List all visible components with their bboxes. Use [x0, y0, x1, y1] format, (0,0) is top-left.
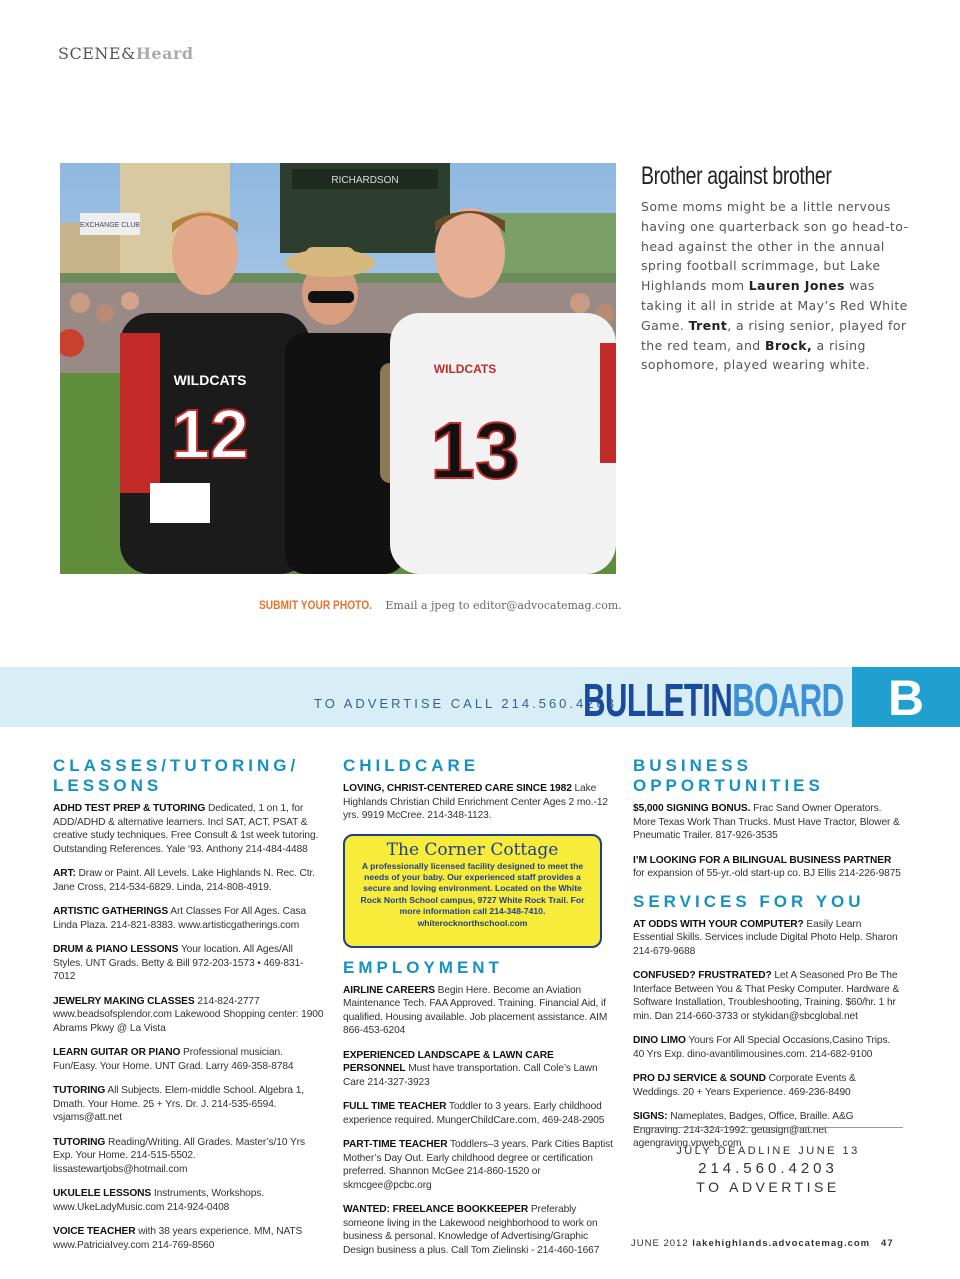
ad-text: Professional musician. Fun/Easy. Your Home. UNT Grad. Larry 469-358-8784 [53, 1047, 294, 1072]
ad-title: VOICE TEACHER [53, 1226, 136, 1237]
story-name: Trent [688, 317, 728, 333]
classified-ad [633, 854, 903, 881]
corner-cottage-ad [343, 834, 602, 948]
story-text: a rising sophomore, played wearing white. [641, 337, 871, 373]
ad-text: Toddlers–3 years. Park Cities Baptist Mother’s Day Out. Early childhood degree or certification preferred. Shannon McGee 214-860-1520 or skmcgee@pcbc.org [343, 1139, 613, 1191]
classified-ad [53, 1225, 325, 1252]
ad-text: Nameplates, Badges, Office, Braille. A&G Engraving. 214-324-1992. getasign@att.net agengraving.vpweb.com [633, 1111, 854, 1149]
ad-text: All Subjects. Elem-middle School. Algebra 1, Dmath. Your Home. 25 + Yrs. Dr. J. 214-535-6594. vsjams@att.net [53, 1085, 305, 1123]
ad-text: Preferably someone living in the Lakewood neighborhood to work on business & personal. Knowledge of Advertising/Graphic Design business a plus. Call Tom Zielinski - 214-460-1667 [343, 1204, 600, 1256]
ad-list [633, 802, 903, 881]
cottage-body: A professionally licensed facility designed to meet the needs of your baby. Our experienced staff provides a secure and loving environment. Located on the White Rock North School campus, 9727 White Rock Trail. For more information call 214-348-7410. whiterocknorthschool.com [360, 860, 585, 928]
ad-title: ART: [53, 868, 76, 879]
footer-date: JUNE 2012 [631, 1238, 693, 1249]
ad-title: $5,000 SIGNING BONUS. [633, 803, 751, 814]
ad-title: PRO DJ SERVICE & SOUND [633, 1073, 766, 1084]
category-heading: CLASSES/TUTORING/ LESSONS [53, 756, 300, 795]
ad-title: PART-TIME TEACHER [343, 1139, 448, 1150]
page-number: 47 [870, 1238, 894, 1249]
scoreboard-text: RICHARDSON [331, 175, 399, 186]
classified-ad [633, 802, 903, 843]
page-footer [631, 1238, 894, 1249]
ad-text: Reading/Writing. All Grades. Master’s/10 Yrs Exp. Your Home. 214-515-5502. lissastewartjobs@hotmail.com [53, 1136, 305, 1175]
category-heading: CHILDCARE [343, 756, 480, 775]
bulletin-board-title [583, 673, 844, 727]
column-business-services [633, 756, 903, 1162]
ad-text: Corporate Events & Weddings. 20 + Years Experience. 469-236-8490 [633, 1073, 856, 1098]
category-heading: EMPLOYMENT [343, 957, 503, 977]
classified-ad [343, 1138, 613, 1192]
classified-ad [53, 905, 325, 932]
ad-title: FULL TIME TEACHER [343, 1101, 447, 1112]
cottage-title: The Corner Cottage [386, 839, 559, 860]
category-heading: SERVICES FOR YOU [633, 891, 865, 911]
feature-photo [60, 163, 616, 574]
classified-ad [633, 1034, 903, 1061]
ad-title: TUTORING [53, 1085, 106, 1096]
story-title: Brother against brother [641, 162, 832, 190]
ad-title: WANTED: FREELANCE BOOKKEEPER [343, 1204, 529, 1215]
ad-title: ARTISTIC GATHERINGS [53, 906, 169, 917]
classified-ad [53, 995, 325, 1036]
story-text: Some moms might be a little nervous having one quarterback son go head-to-head against the other in the annual spring football scrimmage, but Lake Highlands mom [641, 199, 909, 294]
ad-text: Art Classes For All Ages. Casa Linda Plaza. 214-821-8383. www.artisticgatherings.com [53, 906, 306, 931]
ad-text: Lake Highlands Christian Child Enrichment Center Ages 2 mo.-12 yrs. 9919 McCree. 214-348-1123. [343, 783, 608, 821]
ad-title: UKULELE LESSONS [53, 1188, 152, 1199]
bulletin-word: BULLETIN [583, 674, 733, 726]
classified-ad [53, 1084, 325, 1125]
deadline-line: JULY DEADLINE JUNE 13 [676, 1145, 860, 1157]
ad-text: with 38 years experience. MM, NATS www.PatriciaIvey.com 214-769-8560 [53, 1226, 303, 1251]
classified-ad [343, 1049, 613, 1090]
classified-ad [633, 1072, 903, 1099]
section-tag-scene: SCENE& [58, 44, 136, 63]
section-tag-heard: Heard [135, 44, 194, 63]
story-name: Brock, [765, 337, 813, 353]
jersey-left-text: WILDCATS [173, 372, 247, 388]
submit-photo-label: SUBMIT YOUR PHOTO. [259, 598, 372, 612]
ad-title: CONFUSED? FRUSTRATED? [633, 970, 772, 981]
ad-text: Easily Learn Essential Skills. Services include Digital Photo Help. Sharon 214-679-9688 [633, 918, 898, 957]
ad-title: SIGNS: [633, 1111, 668, 1122]
story [641, 162, 911, 375]
ad-text: for expansion of 55-yr.-old start-up co. BJ Ellis 214-226-9875 [633, 868, 901, 879]
ad-title: JEWELRY MAKING CLASSES [53, 995, 195, 1007]
classified-ad [53, 802, 325, 856]
ad-text: Begin Here. Become an Aviation Maintenance Tech. FAA Approved. Training. Financial Aid, if qualified. Housing available. Job placement assistance. AIM 866-453-6204 [343, 984, 608, 1036]
classified-ad [633, 918, 903, 959]
story-name: Lauren Jones [748, 278, 845, 294]
classified-ad [53, 1046, 325, 1073]
board-word: BOARD [732, 674, 844, 726]
submit-photo-email[interactable]: Email a jpeg to editor@advocatemag.com. [381, 599, 622, 612]
classified-ad [343, 782, 613, 823]
section-tag [58, 44, 194, 63]
ad-title: DINO LIMO [633, 1035, 686, 1046]
ad-text: Yours For All Special Occasions,Casino Trips. 40 Yrs Exp. dino-avantilimousines.com. 214-682-9100 [633, 1035, 891, 1060]
ad-list [343, 984, 613, 1258]
ad-text: 214-824-2777 www.beadsofsplendor.com Lakewood Shopping center: 1900 Abrams Pkwy @ La Vista [53, 995, 324, 1034]
ad-title: TUTORING [53, 1136, 106, 1148]
classified-ad [53, 943, 325, 984]
ad-text: Your location. All Ages/All Styles. UNT Grads. Betty & Bill 972-203-1573 • 469-831-7012 [53, 944, 304, 982]
advertise-call: TO ADVERTISE CALL 214.560.4203 [314, 696, 617, 711]
ad-text: Must have transportation. Call Cole’s Lawn Care 214-327-3923 [343, 1063, 598, 1088]
classified-ad [53, 867, 325, 894]
deadline-box [633, 1127, 903, 1195]
section-letter-badge: B [852, 667, 960, 727]
jersey-right-number: 13 [430, 406, 520, 495]
ad-title: AT ODDS WITH YOUR COMPUTER? [633, 918, 804, 930]
ad-title: I’M LOOKING FOR A BILINGUAL BUSINESS PARTNER [633, 854, 892, 866]
ad-list [343, 782, 613, 823]
ad-list [633, 918, 903, 1151]
ad-title: ADHD TEST PREP & TUTORING [53, 803, 206, 814]
ad-text: Dedicated, 1 on 1, for ADD/ADHD & alternative learners. Incl SAT, ACT, PSAT & creative study techniques. Free Consult & 1st week tutoring. Outstanding References. Yale ‘93. Anthony 214-484-4488 [53, 803, 319, 855]
story-text: , a rising senior, played for the red team, and [641, 317, 907, 353]
ad-list [53, 802, 325, 1252]
story-body [641, 197, 911, 375]
deadline-phone: 214.560.4203 [698, 1160, 838, 1177]
column-classes [53, 756, 325, 1263]
classified-ad [633, 969, 903, 1023]
ad-title: LOVING, CHRIST-CENTERED CARE SINCE 1982 [343, 783, 572, 794]
jersey-right-text: WILDCATS [433, 362, 497, 376]
classified-ad [53, 1187, 325, 1214]
story-text: was taking it all in stride at May’s Red White Game. [641, 278, 908, 333]
footer-site: lakehighlands.advocatemag.com [692, 1238, 871, 1249]
jersey-left-number: 12 [171, 395, 249, 473]
ad-text: Instruments, Workshops. www.UkeLadyMusic.com 214-924-0408 [53, 1188, 265, 1213]
classified-ad [53, 1136, 325, 1177]
classified-ad [343, 984, 613, 1038]
deadline-advertise: TO ADVERTISE [696, 1179, 840, 1195]
banner-text: EXCHANGE CLUB [80, 222, 140, 229]
ad-title: EXPERIENCED LANDSCAPE & LAWN CARE PERSONNEL [343, 1049, 554, 1074]
ad-title: DRUM & PIANO LESSONS [53, 944, 179, 955]
ad-text: Frac Sand Owner Operators. More Texas Work Than Trucks. Must Have Tractor, Blower & Pneumatic Trailer. 817-926-3535 [633, 803, 900, 841]
submit-photo-line [259, 598, 622, 612]
classified-ad [343, 1100, 613, 1127]
column-childcare-employment [343, 756, 613, 1268]
category-heading: BUSINESS OPPORTUNITIES [633, 756, 824, 795]
classified-ad [343, 1203, 613, 1257]
ad-title: AIRLINE CAREERS [343, 984, 435, 996]
ad-text: Draw or Paint. All Levels. Lake Highlands N. Rec. Ctr. Jane Cross, 214-534-6829. Linda, 214-808-4919. [53, 868, 315, 893]
ad-title: LEARN GUITAR OR PIANO [53, 1047, 181, 1058]
ad-text: Toddler to 3 years. Early childhood experience required. MungerChildCare.com, 469-248-2905 [343, 1101, 605, 1126]
ad-text: Let A Seasoned Pro Be The Interface Between You & That Pesky Computer. Hardware & Software Installation, Troubleshooting, Training. $60/hr. 1 hr min. Dan 214-660-3733 or stykidan@sbcglobal.net [633, 970, 900, 1022]
